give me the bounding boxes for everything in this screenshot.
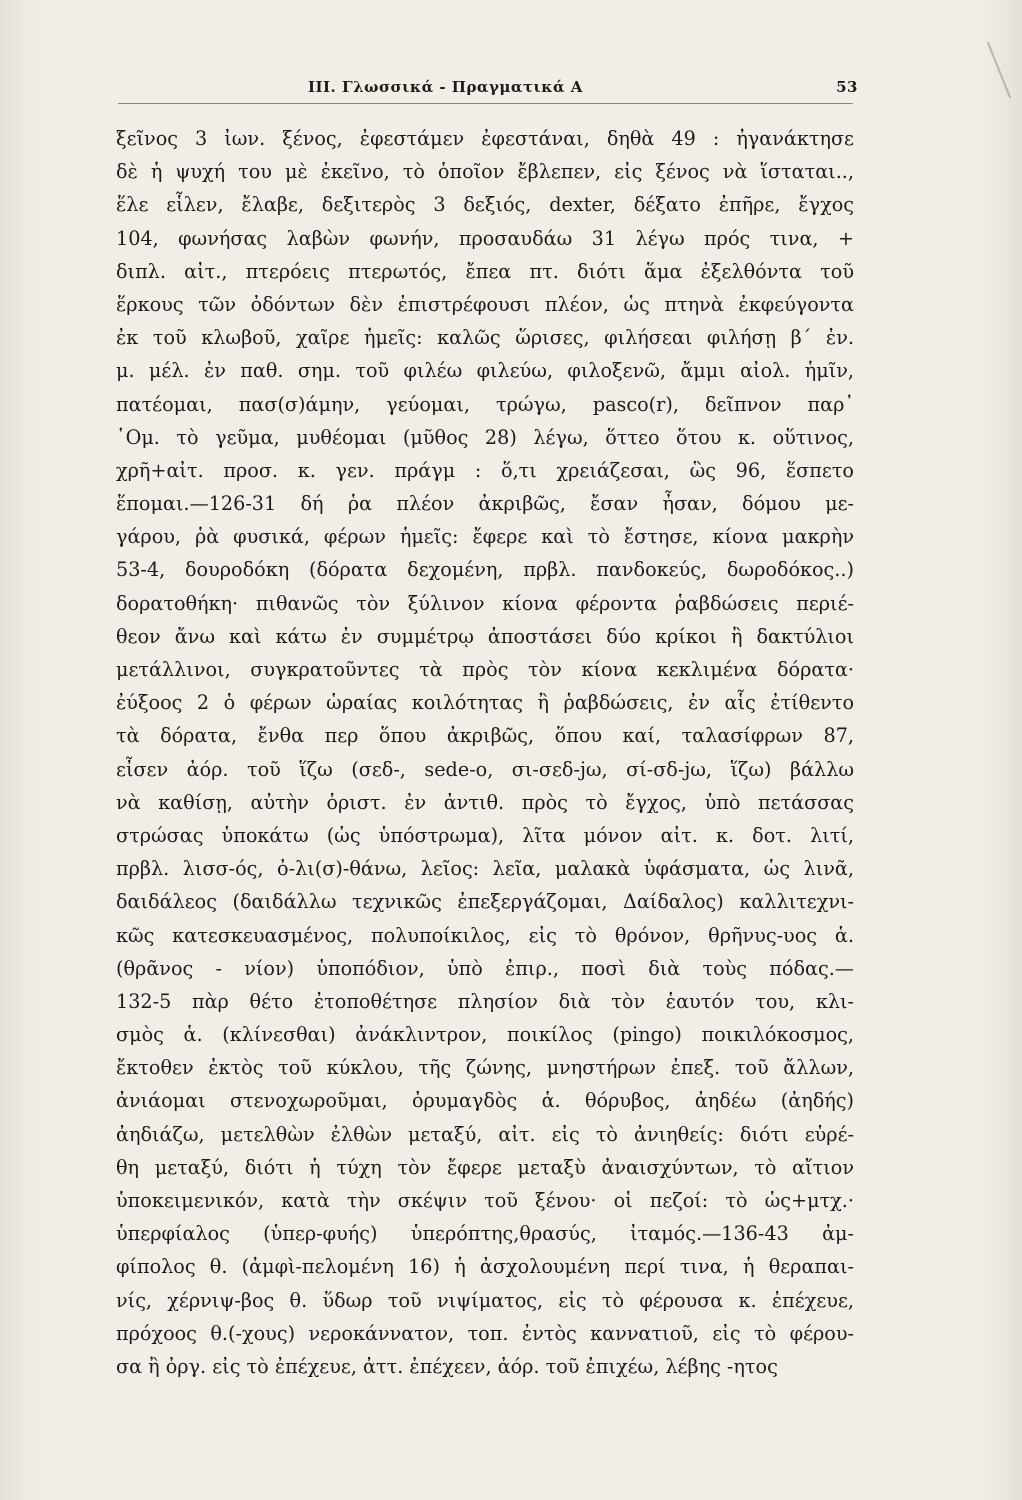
text-line: ὑπερφίαλος (ὑπερ-φυής) ὑπερόπτης,θρασύς, ἰταμός.—136-43 ἀμ- (116, 1222, 854, 1246)
header-rule (118, 103, 853, 104)
text-line: ἐκ τοῦ κλωβοῦ, χαῖρε ἡμεῖς: καλῶς ὥρισες, φιλήσεαι φιλήσῃ β΄ ἐν. (116, 326, 854, 350)
text-line: φίπολος θ. (ἀμφὶ-πελομένη 16) ἡ ἀσχολουμένη περί τινα, ἡ θεραπαι- (116, 1255, 854, 1279)
text-line: 53-4, δουροδόκη (δόρατα δεχομένη, πρβλ. πανδοκεύς, δωροδόκος..) (116, 558, 854, 582)
text-line: εἶσεν ἀόρ. τοῦ ἵζω (σεδ-, sede-o, σι-σεδ-jω, σί-σδ-jω, ἵζω) βάλλω (116, 757, 854, 781)
page-number: 53 (836, 78, 858, 96)
text-line: σα ἢ ὀργ. εἰς τὸ ἐπέχευε, ἀττ. ἐπέχεεν, ἀόρ. τοῦ ἐπιχέω, λέβης -ητος (116, 1354, 778, 1378)
header-title: ΙΙΙ. Γλωσσικά - Πραγματικά Α (308, 78, 583, 96)
text-line: 104, φωνήσας λαβὼν φωνήν, προσαυδάω 31 λέγω πρός τινα, + (116, 226, 854, 250)
running-header (118, 78, 858, 102)
text-line: πρόχοος θ.(-χους) νεροκάννατον, τοπ. ἐντὸς καννατιοῦ, εἰς τὸ φέρου- (116, 1321, 854, 1345)
text-line: ἐύξοος 2 ὁ φέρων ὡραίας κοιλότητας ἢ ῥαβδώσεις, ἐν αἷς ἐτίθεντο (116, 691, 854, 715)
text-line: κῶς κατεσκευασμένος, πολυποίκιλος, εἰς τὸ θρόνον, θρῆνυς-υος ἁ. (116, 923, 854, 947)
text-line: ἔκτοθεν ἐκτὸς τοῦ κύκλου, τῆς ζώνης, μνηστήρων ἐπεξ. τοῦ ἄλλων, (116, 1056, 854, 1080)
text-line: πρβλ. λισσ-ός, ὀ-λι(σ)-θάνω, λεῖος: λεῖα, μαλακὰ ὑφάσματα, ὡς λινᾶ, (116, 857, 854, 881)
text-line: ῾Ομ. τὸ γεῦμα, μυθέομαι (μῦθος 28) λέγω, ὅττεο ὅτου κ. οὕτινος, (116, 425, 854, 449)
text-line: νίς, χέρνιψ-βος θ. ὕδωρ τοῦ νιψίματος, εἰς τὸ φέρουσα κ. ἐπέχευε, (116, 1288, 854, 1312)
text-line: διπλ. αἰτ., πτερόεις πτερωτός, ἔπεα πτ. διότι ἅμα ἐξελθόντα τοῦ (116, 259, 854, 283)
text-line: τὰ δόρατα, ἔνθα περ ὅπου ἀκριβῶς, ὅπου καί, ταλασίφρων 87, (116, 724, 854, 748)
text-line: δαιδάλεος (δαιδάλλω τεχνικῶς ἐπεξεργάζομαι, Δαίδαλος) καλλιτεχνι- (116, 890, 854, 914)
text-line: ἀηδιάζω, μετελθὼν ἐλθὼν μεταξύ, αἰτ. εἰς τὸ ἀνιηθείς: διότι εὑρέ- (116, 1122, 854, 1146)
text-line: ἕπομαι.—126-31 δή ῥα πλέον ἀκριβῶς, ἔσαν ἦσαν, δόμου με- (116, 492, 854, 516)
text-line: στρώσας ὑποκάτω (ὡς ὑπόστρωμα), λῖτα μόνον αἰτ. κ. δοτ. λιτί, (116, 823, 854, 847)
text-line: θη μεταξύ, διότι ἡ τύχη τὸν ἔφερε μεταξὺ ἀναισχύντων, τὸ αἴτιον (116, 1155, 854, 1179)
text-line: ἀνιάομαι στενοχωροῦμαι, ὀρυμαγδὸς ἁ. θόρυβος, ἀηδέω (ἀηδής) (116, 1089, 854, 1113)
paper-crease (987, 42, 1011, 98)
text-line: ξεῖνος 3 ἰων. ξένος, ἐφεστάμεν ἐφεστάναι, δηθὰ 49 : ἠγανάκτησε (116, 127, 854, 150)
text-line: μετάλλινοι, συγκρατοῦντες τὰ πρὸς τὸν κίονα κεκλιμένα δόρατα· (116, 658, 854, 681)
commentary-text (116, 122, 854, 1383)
text-line: πατέομαι, πασ(σ)άμην, γεύομαι, τρώγω, pasco(r), δεῖπνον παρ᾽ (116, 392, 854, 416)
text-line: μ. μέλ. ἐν παθ. σημ. τοῦ φιλέω φιλεύω, φιλοξενῶ, ἄμμι αἰολ. ἡμῖν, (116, 359, 854, 383)
text-line: (θρᾶνος - νίον) ὑποπόδιον, ὑπὸ ἐπιρ., ποσὶ διὰ τοὺς πόδας.— (116, 956, 854, 980)
text-line: γάρου, ῥὰ φυσικά, φέρων ἡμεῖς: ἔφερε καὶ τὸ ἔστησε, κίονα μακρὴν (116, 525, 854, 549)
text-line: νὰ καθίσῃ, αὐτὴν ὁριστ. ἐν ἀντιθ. πρὸς τὸ ἔγχος, ὑπὸ πετάσσας (116, 790, 854, 814)
text-line: σμὸς ἁ. (κλίνεσθαι) ἀνάκλιντρον, ποικίλος (pingo) ποικιλόκοσμος, (116, 1023, 854, 1047)
text-line: 132-5 πὰρ θέτο ἐτοποθέτησε πλησίον διὰ τὸν ἑαυτόν του, κλι- (116, 989, 854, 1013)
text-line: θεον ἄνω καὶ κάτω ἐν συμμέτρῳ ἀποστάσει δύο κρίκοι ἢ δακτύλιοι (116, 624, 854, 648)
text-line: δορατοθήκη· πιθανῶς τὸν ξύλινον κίονα φέροντα ῥαβδώσεις περιέ- (116, 591, 854, 615)
text-line: ἕρκους τῶν ὀδόντων δὲν ἐπιστρέφουσι πλέον, ὡς πτηνὰ ἐκφεύγοντα (116, 292, 854, 316)
text-line: δὲ ἡ ψυχή του μὲ ἐκεῖνο, τὸ ὁποῖον ἔβλεπεν, εἰς ξένος νὰ ἵσταται.., (116, 160, 854, 184)
text-line: χρῆ+αἰτ. προσ. κ. γεν. πράγμ : ὅ,τι χρειάζεσαι, ὣς 96, ἕσπετο (116, 458, 854, 482)
text-line: ὑποκειμενικόν, κατὰ τὴν σκέψιν τοῦ ξένου· οἱ πεζοί: τὸ ὡς+μτχ.· (116, 1189, 854, 1212)
text-line: ἕλε εἷλεν, ἔλαβε, δεξιτερὸς 3 δεξιός, dexter, δέξατο ἐπῆρε, ἔγχος (116, 193, 854, 217)
